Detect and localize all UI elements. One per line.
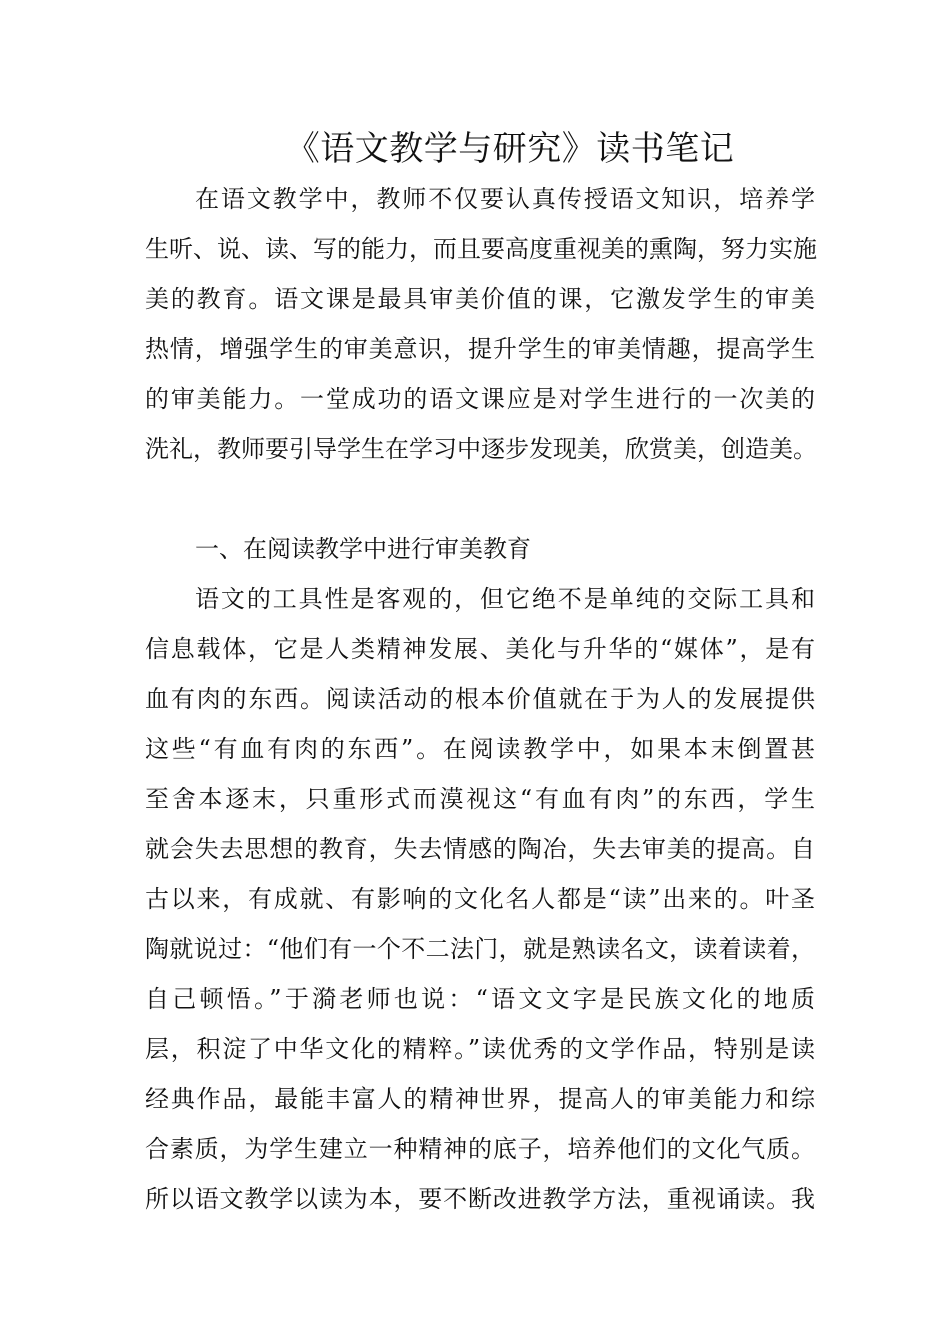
paragraph-line: 层，积淀了中华文化的精粹。”读优秀的文学作品，特别是读 [145,1035,815,1063]
paragraph-line: 经典作品，最能丰富人的精神世界，提高人的审美能力和综 [145,1085,815,1113]
paragraph-line: 所以语文教学以读为本，要不断改进教学方法，重视诵读。我 [145,1185,815,1213]
paragraph-line: 的审美能力。一堂成功的语文课应是对学生进行的一次美的 [145,385,815,413]
paragraph-line: 合素质，为学生建立一种精神的底子，培养他们的文化气质。 [145,1135,815,1163]
paragraph-line: 信息载体，它是人类精神发展、美化与升华的“媒体”，是有 [145,635,815,663]
section-heading [145,524,815,574]
paragraph-line: 就会失去思想的教育，失去情感的陶冶，失去审美的提高。自 [145,835,815,863]
paragraph-line: 至舍本逐末，只重形式而漠视这“有血有肉”的东西，学生 [145,785,815,813]
intro-paragraph [145,174,815,474]
document-title: 《语文教学与研究》读书笔记 [285,129,735,169]
paragraph-line: 自己顿悟。”于漪老师也说：“语文文字是民族文化的地质 [145,985,815,1013]
paragraph-line: 生听、说、读、写的能力，而且要高度重视美的熏陶，努力实施 [145,235,817,263]
paragraph-line: 热情，增强学生的审美意识，提升学生的审美情趣，提高学生 [145,335,815,363]
paragraph-line: 语文的工具性是客观的，但它绝不是单纯的交际工具和 [195,585,815,613]
section-heading-text: 一、在阅读教学中进行审美教育 [195,535,531,563]
paragraph-line: 陶就说过：“他们有一个不二法门，就是熟读名文，读着读着， [145,935,815,963]
paragraph-line: 美的教育。语文课是最具审美价值的课，它激发学生的审美 [145,285,815,313]
paragraph-line: 洗礼，教师要引导学生在学习中逐步发现美，欣赏美，创造美。 [145,435,817,463]
paragraph-line: 在语文教学中，教师不仅要认真传授语文知识，培养学 [195,185,815,213]
paragraph-line: 古以来，有成就、有影响的文化名人都是“读”出来的。叶圣 [145,885,815,913]
section-paragraph [145,574,815,1224]
paragraph-line: 这些“有血有肉的东西”。在阅读教学中，如果本末倒置甚 [145,735,815,763]
paragraph-line: 血有肉的东西。阅读活动的根本价值就在于为人的发展提供 [145,685,815,713]
